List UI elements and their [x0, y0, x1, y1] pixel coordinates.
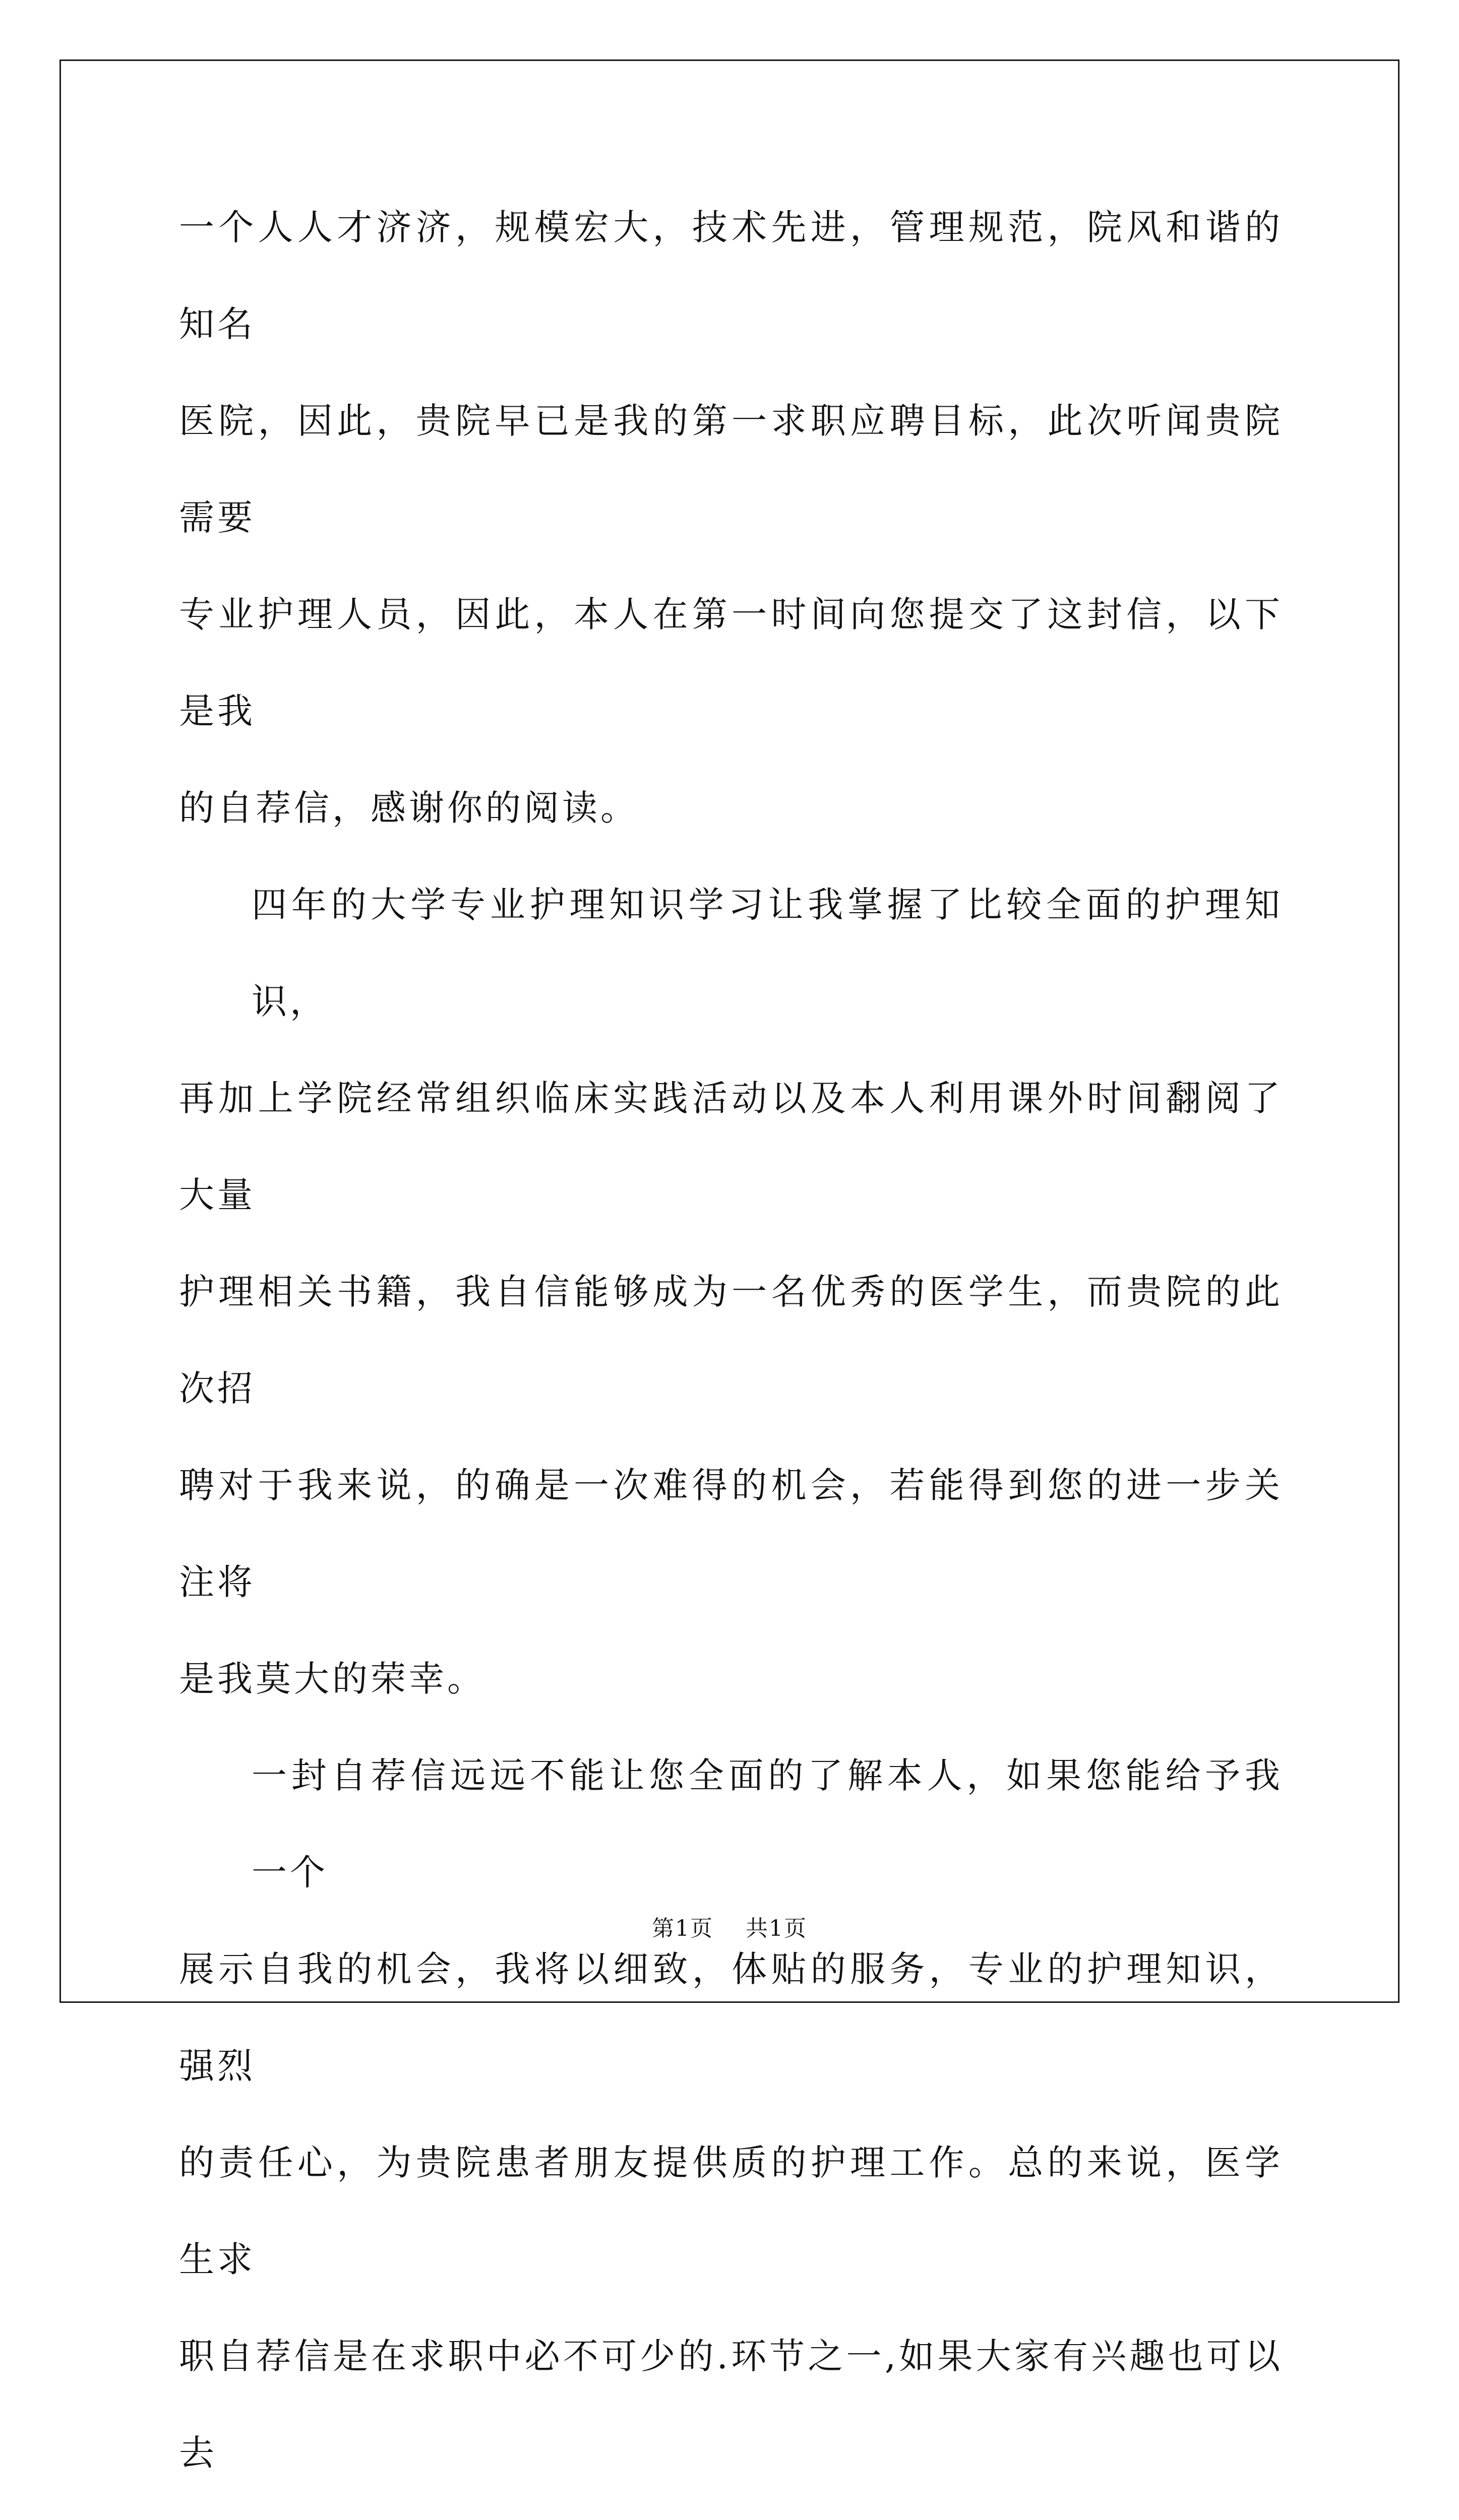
paragraph-3 [179, 1727, 1283, 2520]
paragraph-line: 一个人人才济济，规模宏大，技术先进，管理规范，院风和谐的知名 [179, 207, 1283, 345]
page-footer [0, 1910, 1459, 1942]
paragraph-line: 是我莫大的荣幸。 [179, 1658, 485, 1699]
paragraph-line: 护理相关书籍，我自信能够成为一名优秀的医学生，而贵院的此次招 [179, 1271, 1283, 1409]
letter-body [179, 179, 1283, 2520]
page-number: 第1页 [652, 1916, 714, 1941]
page-total: 共1页 [745, 1916, 807, 1941]
paragraph-line: 一封自荐信远远不能让您全面的了解本人，如果您能给予我一个 [252, 1755, 1283, 1893]
paragraph-line: 聘对于我来说，的确是一次难得的机会，若能得到您的进一步关注将 [179, 1465, 1283, 1603]
paragraph-line: 职自荐信是在求职中必不可少的.环节之一,如果大家有兴趣也可以去 [179, 2336, 1283, 2474]
paragraph-line: 四年的大学专业护理知识学习让我掌握了比较全面的护理知识， [252, 884, 1283, 1022]
paragraph-line [179, 2501, 1283, 2520]
paragraph-line: 再加上学院经常组织临床实践活动以及本人利用课外时间翻阅了大量 [179, 1078, 1283, 1216]
paragraph-line: 医院，因此，贵院早已是我的第一求职应聘目标，此次听闻贵院需要 [179, 400, 1283, 538]
paragraph-1 [179, 179, 1283, 856]
paragraph-line: 的自荐信，感谢你的阅读。 [179, 787, 639, 829]
paragraph-2 [179, 856, 1283, 1727]
paragraph-line: 专业护理人员，因此，本人在第一时间向您提交了这封信，以下是我 [179, 594, 1283, 732]
paragraph-line: 的责任心，为贵院患者朋友提供质的护理工作。总的来说，医学生求 [179, 2142, 1283, 2280]
paragraph-line: 展示自我的机会，我将以细致，体贴的服务，专业的护理知识，强烈 [179, 1948, 1283, 2087]
